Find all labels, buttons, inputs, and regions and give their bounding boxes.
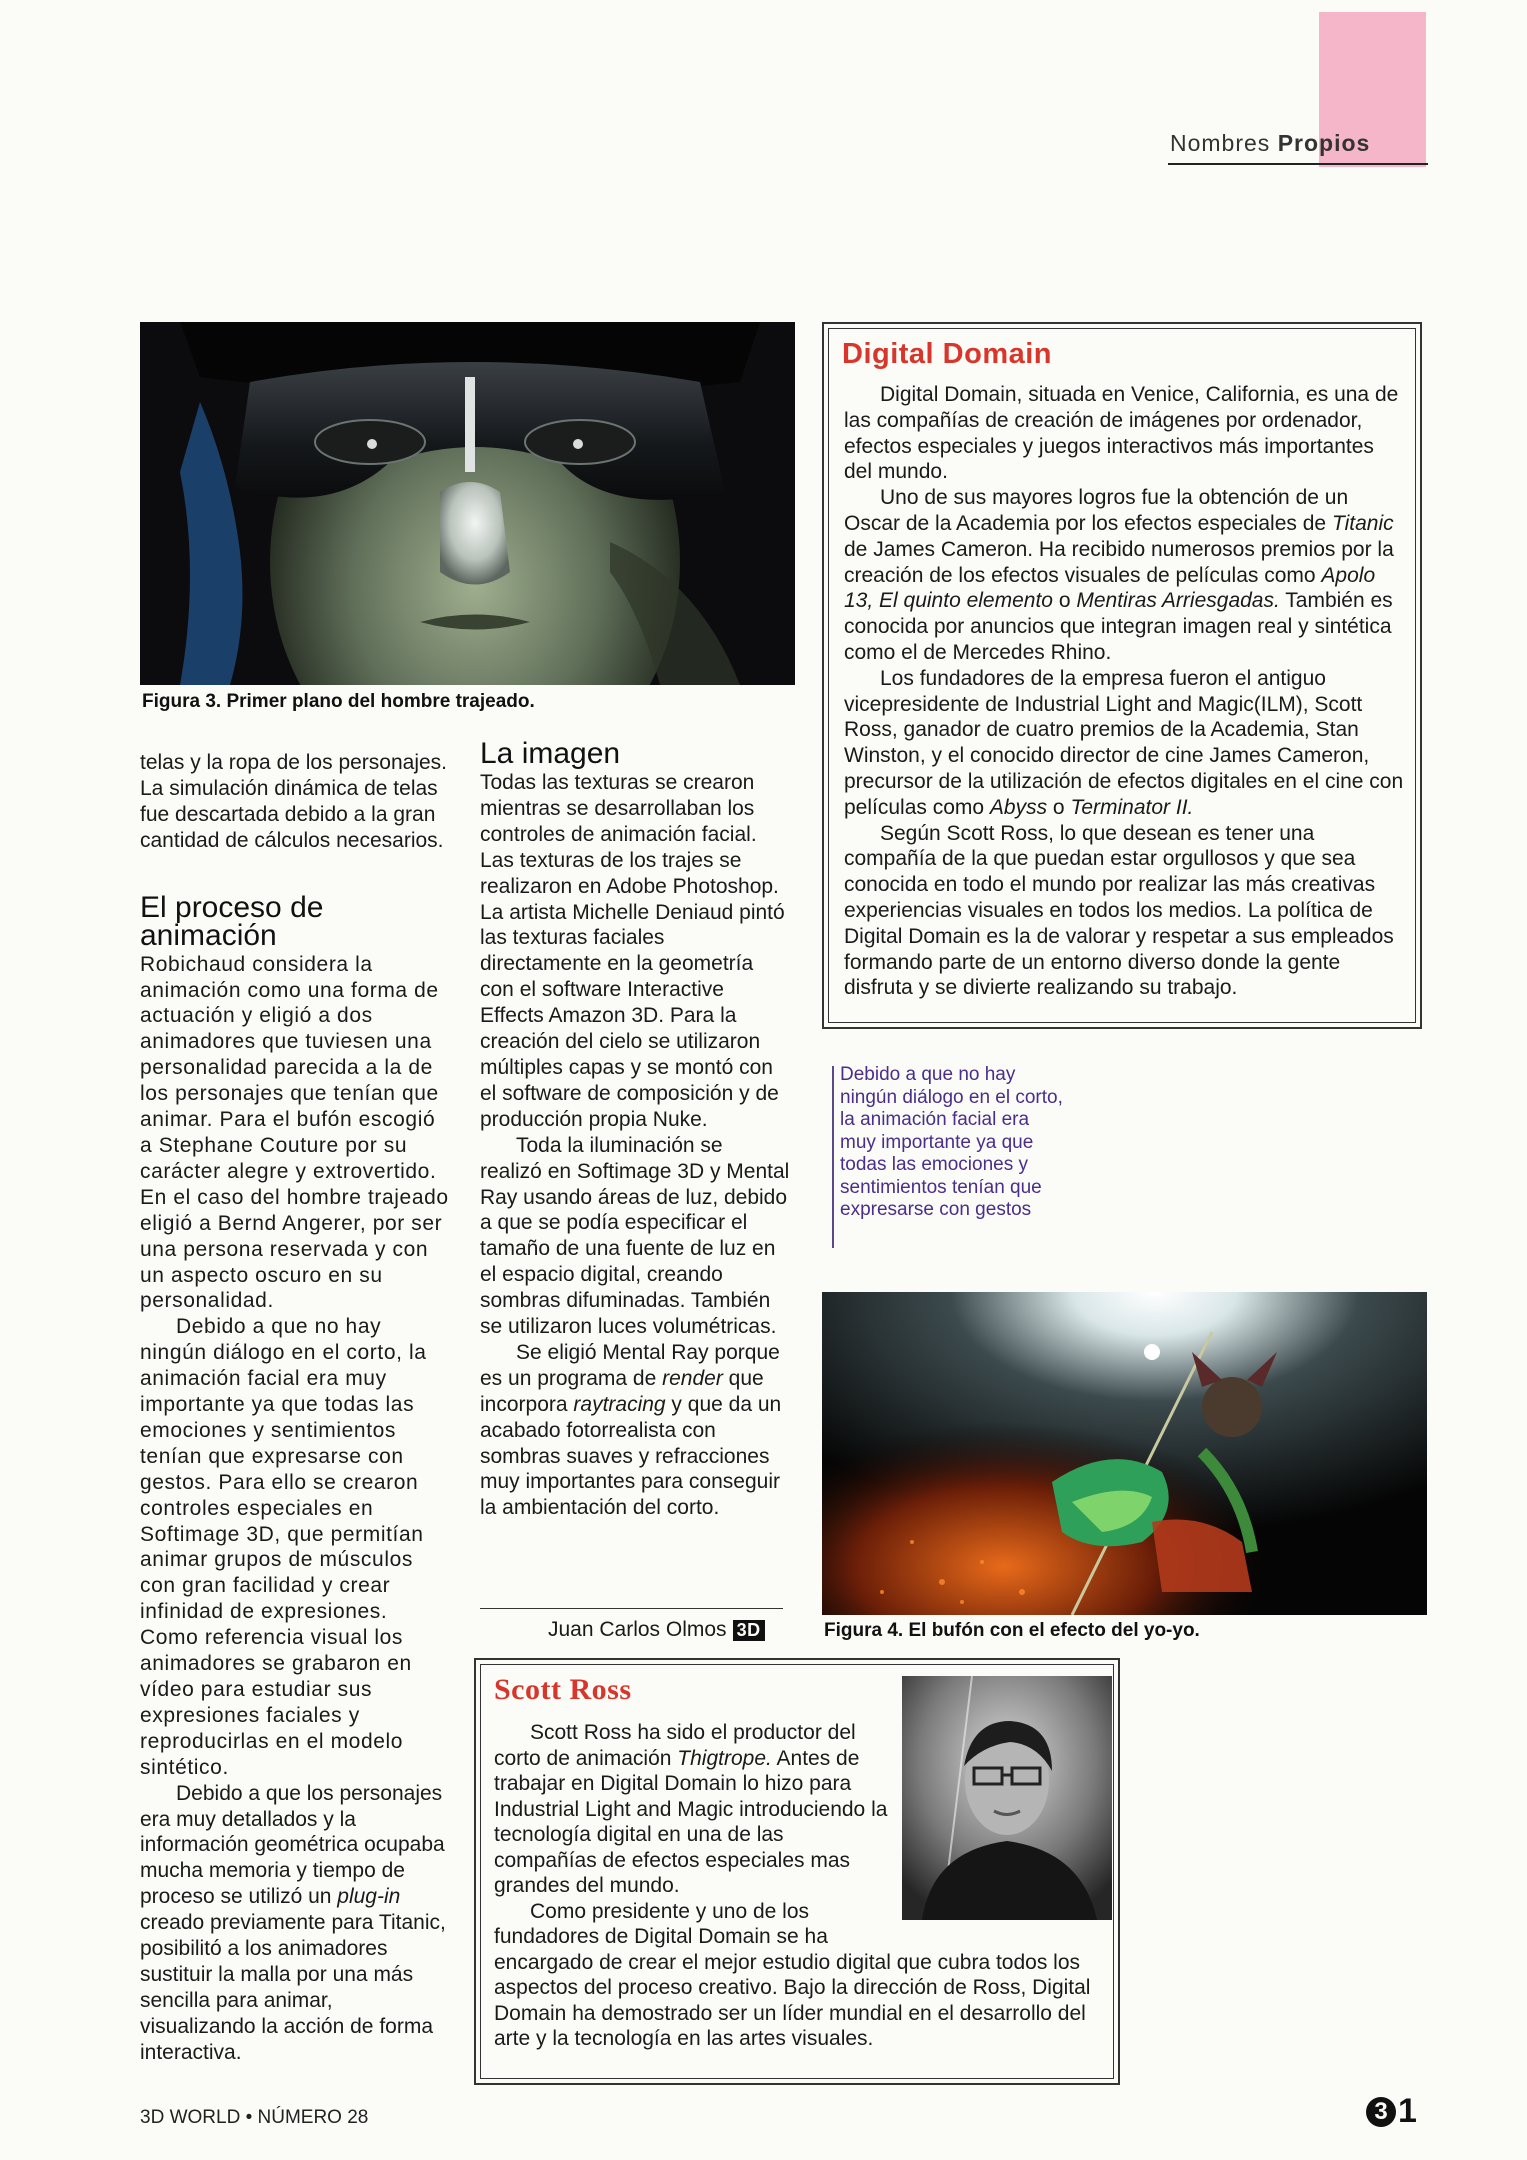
- magazine-3d-logo: 3D: [733, 1620, 765, 1641]
- dd-p2-em1: Titanic: [1331, 511, 1394, 535]
- page-number: [1366, 2092, 1417, 2131]
- dd-p2-em2: Apolo 13, El quinto elemento: [844, 563, 1376, 613]
- page-number-digit: 1: [1398, 2092, 1417, 2130]
- left-paragraph-2: Robichaud considera la animación como una forma de actuación y eligió a dos animadores que tuviesen una personalidad parecida a la de los personajes que tenían que animar. Para el bufón escogió a Stephane Couture por su carácter alegre y extrovertido. En el caso del hombre trajeado eligió a Bernd Angerer, por ser una persona reservada y con un aspecto oscuro en su personalidad.: [140, 952, 449, 1313]
- scott-ross-title: Scott Ross: [494, 1673, 632, 1706]
- sr-paragraph-2a: Como presidente y uno de los fundadores de Digital Domain se ha: [494, 1899, 828, 1948]
- left-p4-a: Debido a que los personajes era muy detallados y la información geométrica ocupaba mucha memoria y tiempo de proceso se utilizó un: [140, 1781, 445, 1909]
- left-column: [140, 750, 452, 2066]
- dd-p3-em2: Terminator II.: [1070, 795, 1194, 819]
- sr-paragraph-1: [494, 1720, 892, 1899]
- page-number-circle: 3: [1366, 2097, 1396, 2127]
- dd-p2-a: Uno de sus mayores logros fue la obtención de un Oscar de la Academia por los efectos especiales de: [844, 486, 1349, 535]
- section-header-b: Propios: [1277, 130, 1371, 156]
- dd-p2-b: de James Cameron. Ha recibido numerosos premios por la creación de los efectos visuales de películas como: [844, 537, 1394, 587]
- section-heading-imagen: La imagen: [480, 737, 621, 770]
- section-header: [1170, 130, 1370, 157]
- figure-4-caption: Figura 4. El bufón con el efecto del yo-yo.: [824, 1620, 1200, 1641]
- sr-paragraph-2b: encargado de crear el mejor estudio digital que cubra todos los aspectos del proceso creativo. Bajo la dirección de Ross, Digital Domain ha demostrado ser un líder mundial en el desarrollo del arte y la tecnología en las artes visuales.: [494, 1950, 1091, 2050]
- figure-3-caption: Figura 3. Primer plano del hombre trajeado.: [142, 691, 535, 712]
- magazine-issue-footer: 3D WORLD • NÚMERO 28: [140, 2107, 369, 2128]
- middle-p3-a: Se eligió Mental Ray porque es un programa de: [480, 1340, 780, 1390]
- middle-paragraph-2: Toda la iluminación se realizó en Softimage 3D y Mental Ray usando áreas de luz, debido a que se podía especificar el tamaño de una fuente de luz en el espacio digital, creando sombras difuminadas. También se utilizaron luces volumétricas.: [480, 1133, 790, 1339]
- middle-paragraph-1: Todas las texturas se crearon mientras se desarrollaban los controles de animación facial. Las texturas de los trajes se realizaron en Adobe Photoshop. La artista Michelle Deniaud pintó las texturas faciales directamente en la geometría con el software Interactive Effects Amazon 3D. Para la creación del cielo se utilizaron múltiples capas y se montó con el software de composición y de producción propia Nuke.: [480, 771, 785, 1131]
- dd-paragraph-1: Digital Domain, situada en Venice, California, es una de las compañías de creación de imágenes por ordenador, efectos especiales y juegos interactivos más importantes del mundo.: [844, 383, 1399, 484]
- scott-ross-body: [494, 1720, 1104, 2052]
- left-paragraph-3: Debido a que no hay ningún diálogo en el corto, la animación facial era muy importante ya que todas las emociones y sentimientos tenían que expresarse con gestos. Para ello se crearon controles especiales en Softimage 3D, que permitían animar grupos de músculos con gran facilidad y crear infinidad de expresiones. Como referencia visual los animadores se grabaron en vídeo para estudiar sus expresiones faciales y reproducirlas en el modelo sintético.: [140, 1315, 427, 1779]
- dd-p3-a: Los fundadores de la empresa fueron el antiguo vicepresidente de Industrial Light and Magic(ILM), Scott Ross, ganador de cuatro premios de la Academia, Stan Winston, y el conocido director de cine James Cameron, precursor de la utilización de efectos digitales en el cine con películas como: [844, 666, 1404, 819]
- author-signature: [548, 1618, 765, 1642]
- pull-quote: Debido a que no hay ningún diálogo en el corto, la animación facial era muy importante ya que todas las emociones y sentimientos tenían que expresarse con gestos: [840, 1064, 1063, 1220]
- dd-paragraph-3: [844, 666, 1406, 821]
- dd-p2-em3: Mentiras Arriesgadas.: [1076, 589, 1280, 613]
- dd-p3-b: o: [1047, 795, 1071, 819]
- section-heading-animacion: El proceso de animación: [140, 890, 324, 952]
- sr-p1-em: Thigtrope.: [677, 1746, 772, 1770]
- middle-p3-em2: raytracing: [573, 1392, 666, 1416]
- sr-p1-b: Antes de trabajar en Digital Domain lo hizo para Industrial Light and Magic introduciendo la tecnología digital en una de las compañías de efectos especiales mas grandes del mundo.: [494, 1746, 888, 1897]
- header-rule: [1168, 163, 1428, 165]
- left-p4-b: creado previamente para Titanic, posibilitó a los animadores sustituir la malla por una más sencilla para animar, visualizando la acción de forma interactiva.: [140, 1911, 446, 2064]
- signature-rule: [480, 1608, 783, 1609]
- figure-4-image: [822, 1292, 1427, 1615]
- middle-p3-b: que incorpora: [480, 1366, 764, 1416]
- left-paragraph-1: telas y la ropa de los personajes. La simulación dinámica de telas fue descartada debido a la gran cantidad de cálculos necesarios.: [140, 751, 448, 852]
- left-p4-em: plug-in: [337, 1885, 401, 1909]
- section-header-a: Nombres: [1170, 130, 1271, 156]
- digital-domain-title: Digital Domain: [842, 338, 1053, 370]
- middle-column: [480, 737, 790, 1521]
- dd-paragraph-4: Según Scott Ross, lo que desean es tener una compañía de la que puedan estar orgullosos y que sea conocida en todo el mundo por realizar las más creativas experiencias visuales en todos los medios. La política de Digital Domain es la de valorar y respetar a sus empleados formando parte de un entorno diverso donde la gente disfruta y se divierte realizando su trabajo.: [844, 821, 1394, 1000]
- figure-3-image: [140, 322, 795, 685]
- dd-paragraph-2: [844, 485, 1406, 666]
- author-name: Juan Carlos Olmos: [548, 1618, 727, 1641]
- dd-p3-em1: Abyss: [989, 795, 1048, 819]
- left-paragraph-4: [140, 1781, 452, 2066]
- middle-p3-em1: render: [662, 1366, 723, 1390]
- pull-quote-rule: [832, 1066, 834, 1248]
- middle-paragraph-3: [480, 1340, 790, 1521]
- sr-p1-a: Scott Ross ha sido el productor del corto de animación: [494, 1721, 856, 1770]
- digital-domain-body: [844, 382, 1406, 1001]
- middle-p3-c: y que da un acabado fotorrealista con sombras suaves y refracciones muy importantes para conseguir la ambientación del corto.: [480, 1392, 782, 1520]
- dd-p2-d: También es conocida por anuncios que integran imagen real y sintética como el de Mercedes Rhino.: [844, 589, 1393, 664]
- dd-p2-c: o: [1052, 589, 1077, 613]
